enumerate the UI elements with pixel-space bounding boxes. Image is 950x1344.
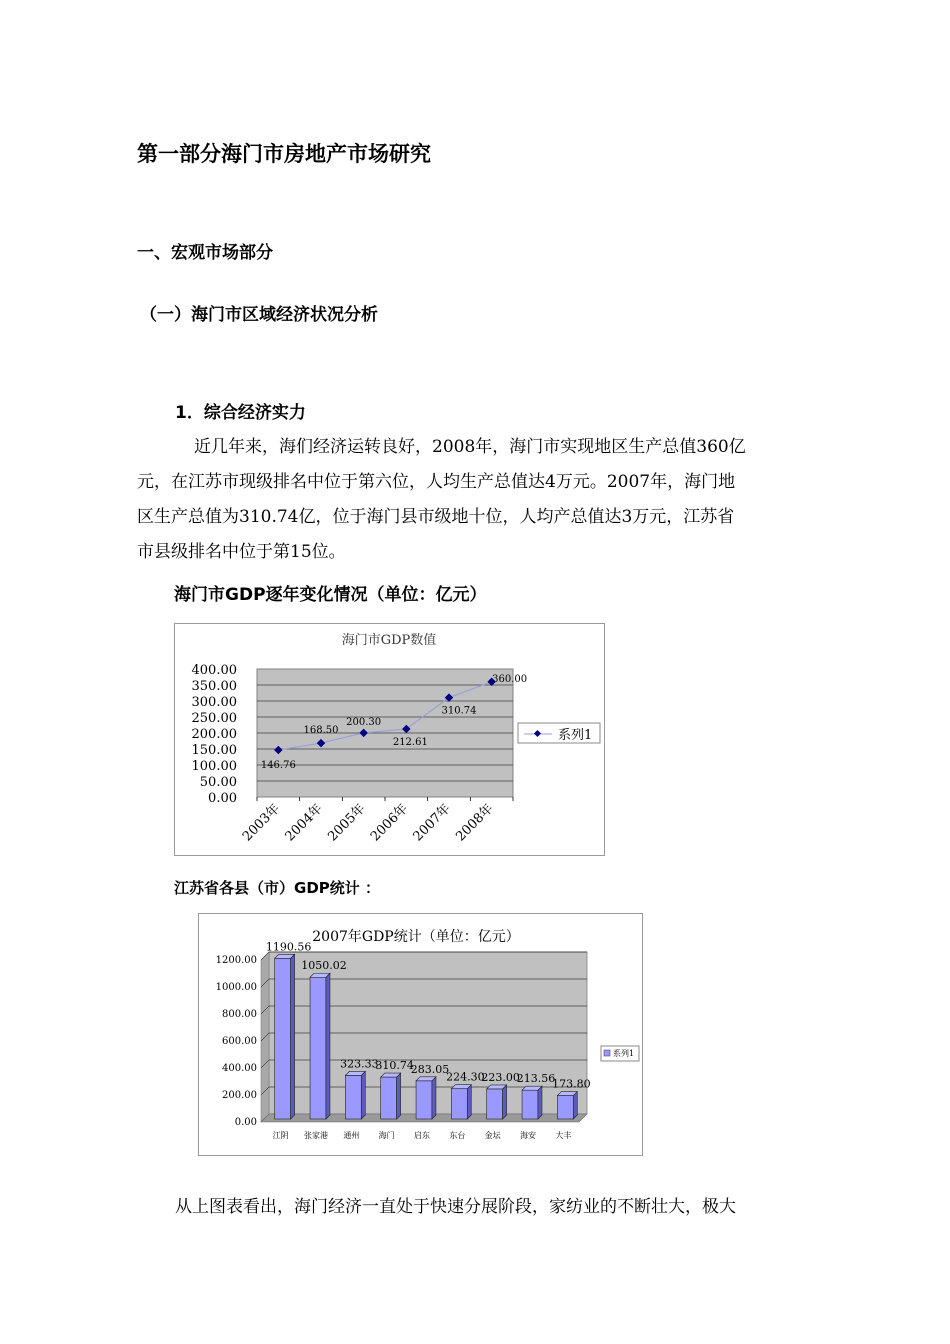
chart2-y-tick-label: 200.00 [222,1090,257,1101]
chart1-legend-label: 系列1 [558,728,593,743]
chart1-y-tick-label: 150.00 [191,743,237,758]
gdp-bar-chart-svg [199,914,642,1155]
closing-paragraph-line: 从上图表看出，海门经济一直处于快速分展阶段，家纺业的不断壮大，极大 [175,1197,736,1217]
chart2-y-tick-label: 0.00 [234,1117,257,1128]
chart1-y-tick-label: 50.00 [199,775,237,790]
chart1-y-tick-label: 0.00 [208,791,237,806]
chart2-data-label: 173.80 [552,1077,591,1091]
chart2-data-label: 1190.56 [265,940,312,954]
chart2-bar-top [275,954,295,958]
chart1-x-tick-label: 2008年 [453,801,497,845]
chart1-data-label: 360.00 [492,673,528,685]
chart2-bar [310,977,326,1119]
chart2-data-label: 224.30 [446,1070,485,1084]
chart2-x-tick-label: 东台 [449,1131,466,1140]
subsection-title: （一）海门市区域经济状况分析 [140,305,378,325]
chart2-y-tick-label: 1000.00 [215,982,257,993]
chart2-x-tick-label: 张家港 [304,1131,328,1140]
chart2-x-tick-label: 海门 [378,1131,395,1140]
paragraph-line-4: 市县级排名中位于第15位。 [137,542,346,562]
chart2-bar-side [573,1092,577,1119]
chart1-y-tick-label: 300.00 [191,695,237,710]
chart2-legend-label: 系列1 [613,1049,635,1058]
chart2-x-tick-label: 大丰 [555,1131,572,1140]
gdp-bar-chart [198,913,643,1156]
chart2-data-label: 223.00 [481,1070,520,1084]
section-title: 一、宏观市场部分 [137,243,273,263]
chart1-caption: 海门市GDP逐年变化情况（单位：亿元） [174,585,487,605]
chart2-bar [522,1090,538,1119]
chart1-y-tick-label: 100.00 [191,759,237,774]
paragraph-line-1: 近几年来，海们经济运转良好，2008年，海门市实现地区生产总值360亿 [194,437,746,457]
chart2-bar [487,1089,503,1119]
chart1-x-tick-label: 2004年 [282,801,326,845]
chart2-bar-top [416,1077,436,1081]
item-title: 1．综合经济实力 [175,403,306,423]
chart2-bar-top [451,1085,471,1089]
chart1-y-tick-label: 250.00 [191,711,237,726]
chart2-x-tick-label: 海安 [520,1131,536,1140]
chart2-bar-top [487,1085,507,1089]
chart2-y-tick-label: 600.00 [222,1036,257,1047]
chart2-data-label: 323.33 [340,1057,379,1071]
chart2-bar [416,1081,432,1119]
chart2-bar [275,958,291,1119]
chart2-x-tick-label: 金坛 [484,1131,501,1140]
chart1-data-label: 168.50 [303,725,339,737]
chart1-title: 海门市GDP数值 [341,633,437,648]
chart1-data-label: 212.61 [392,736,428,748]
chart2-bar-top [381,1073,401,1077]
chart2-y-tick-label: 400.00 [222,1063,257,1074]
chart2-bar-side [361,1071,365,1119]
chart2-data-label: 1050.02 [301,959,347,973]
chart1-data-label: 200.30 [346,716,382,728]
chart2-title: 2007年GDP统计（单位：亿元） [312,929,520,945]
chart1-x-tick-label: 2005年 [325,801,369,845]
chart2-bar-side [291,954,295,1119]
chart1-y-tick-label: 350.00 [191,679,237,694]
paragraph-line-3: 区生产总值为310.74亿，位于海门县市级地十位，人均产总值达3万元，江苏省 [137,507,735,527]
chart1-x-tick-label: 2006年 [367,801,412,845]
gdp-line-chart [174,623,605,856]
chart1-y-tick-label: 200.00 [191,727,237,742]
chart2-caption: 江苏省各县（市）GDP统计 ： [174,879,380,897]
chart2-bar-side [432,1077,436,1119]
chart1-data-label: 310.74 [441,705,477,717]
chart1-legend [518,723,600,743]
chart2-bar-top [557,1092,577,1096]
part-title: 第一部分海门市房地产市场研究 [137,142,431,166]
chart2-x-tick-label: 启东 [414,1131,430,1140]
chart2-bar [345,1075,361,1119]
chart2-bar-top [310,973,330,977]
chart2-y-tick-label: 1200.00 [215,955,257,966]
chart1-x-tick-label: 2003年 [239,801,284,845]
chart2-bar [381,1077,397,1119]
chart2-data-label: 213.56 [516,1072,556,1086]
chart1-data-label: 146.76 [260,760,296,772]
chart2-bar [557,1096,573,1119]
chart1-x-tick-label: 2007年 [410,801,454,845]
chart2-data-label: 310.74 [375,1059,414,1073]
chart2-bar-side [397,1073,401,1119]
chart2-legend [601,1046,639,1061]
gdp-line-chart-svg [175,624,604,855]
paragraph-line-2: 元，在江苏市现级排名中位于第六位，人均生产总值达4万元。2007年，海门地 [137,472,736,492]
chart2-x-tick-label: 江阴 [272,1131,289,1140]
chart2-bar-side [467,1085,471,1119]
chart2-y-tick-label: 800.00 [222,1009,257,1020]
chart2-bar [451,1089,467,1119]
chart2-bar-side [326,973,330,1119]
chart2-x-tick-label: 通州 [343,1131,360,1140]
chart2-bar-top [345,1071,365,1075]
chart2-data-label: 283.05 [410,1062,450,1076]
chart2-bar-side [503,1085,507,1119]
chart2-bar-side [538,1086,542,1119]
chart1-y-tick-label: 400.00 [191,663,237,678]
chart2-bar-top [522,1086,542,1090]
